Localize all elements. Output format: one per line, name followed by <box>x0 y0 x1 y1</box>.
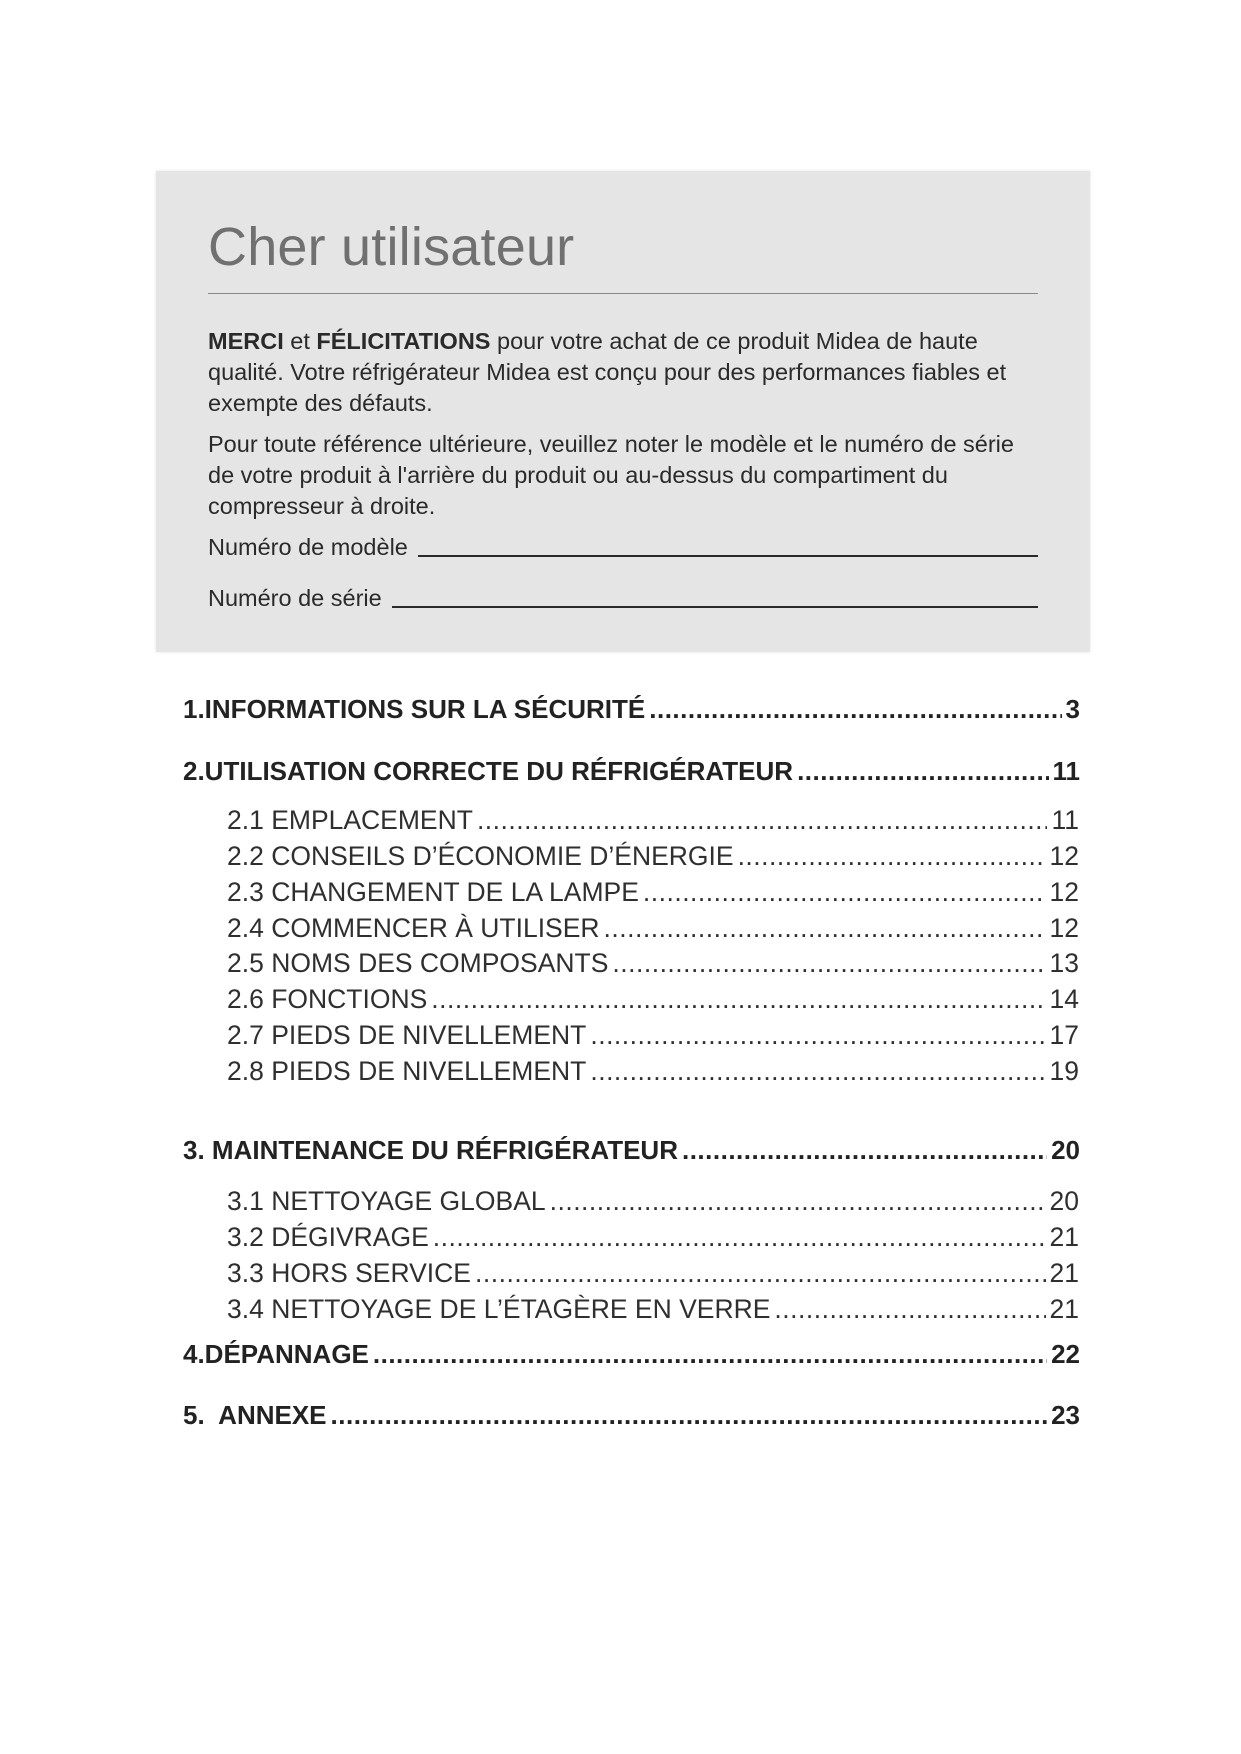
toc-subentry[interactable] <box>227 984 1079 1015</box>
toc-leader-dots <box>604 913 1046 944</box>
toc-subentry[interactable] <box>227 1020 1079 1051</box>
toc-leader-dots <box>682 1135 1047 1166</box>
toc-entry-title: 3.1 NETTOYAGE GLOBAL <box>227 1186 546 1216</box>
toc-entry-title: 2.3 CHANGEMENT DE LA LAMPE <box>227 877 639 907</box>
toc-entry-title: 3. MAINTENANCE DU RÉFRIGÉRATEUR <box>183 1135 678 1165</box>
model-number-blank <box>418 555 1038 557</box>
toc-subentry[interactable] <box>227 1186 1079 1217</box>
toc-leader-dots <box>774 1294 1045 1325</box>
toc-entry-title: 2.6 FONCTIONS <box>227 984 428 1014</box>
toc-leader-dots <box>331 1400 1048 1431</box>
toc-leader-dots <box>433 1222 1046 1253</box>
serial-number-field <box>208 583 1038 614</box>
serial-number-blank <box>392 606 1038 608</box>
toc-entry-page: 12 <box>1049 913 1079 943</box>
toc-entry-title: 3.3 HORS SERVICE <box>227 1258 471 1288</box>
toc-entry-page: 21 <box>1049 1294 1079 1324</box>
merci-text: MERCI <box>208 328 284 354</box>
model-number-label: Numéro de modèle <box>208 534 408 560</box>
toc-entry-title: 2.UTILISATION CORRECTE DU RÉFRIGÉRATEUR <box>183 756 794 786</box>
and-text: et <box>283 328 317 354</box>
greeting-box <box>156 171 1090 652</box>
toc-leader-dots <box>643 877 1046 908</box>
toc-leader-dots <box>797 756 1048 787</box>
toc-subentry[interactable] <box>227 1056 1079 1087</box>
toc-entry[interactable] <box>183 756 1080 787</box>
title-divider <box>208 293 1038 294</box>
greeting-body <box>208 326 1038 614</box>
serial-number-label: Numéro de série <box>208 585 382 611</box>
toc-entry-page: 17 <box>1049 1020 1079 1050</box>
toc-leader-dots <box>477 805 1048 836</box>
thanks-paragraph <box>208 326 1038 419</box>
toc-leader-dots <box>590 1056 1045 1087</box>
toc-entry-title: 1.INFORMATIONS SUR LA SÉCURITÉ <box>183 694 646 724</box>
toc-entry-page: 12 <box>1049 841 1079 871</box>
toc-subentry[interactable] <box>227 841 1079 872</box>
reference-paragraph: Pour toute référence ultérieure, veuillez noter le modèle et le numéro de série de votre produit à l'arrière du produit ou au-dessus du compartiment du compresseur à droite. <box>208 431 1014 519</box>
toc-entry-page: 20 <box>1051 1135 1080 1165</box>
toc-entry-title: 2.4 COMMENCER À UTILISER <box>227 913 600 943</box>
thanks-rest-text: pour votre achat de ce produit Midea de haute qualité. Votre réfrigérateur Midea est conçu pour des performances fiables et exempte des défauts. <box>208 328 1007 416</box>
greeting-title: Cher utilisateur <box>208 217 575 277</box>
toc-entry-page: 3 <box>1065 694 1080 724</box>
toc-leader-dots <box>649 694 1061 725</box>
toc-entry-title: 5. ANNEXE <box>183 1400 327 1430</box>
toc-entry[interactable] <box>183 1400 1080 1431</box>
toc-entry[interactable] <box>183 1339 1080 1370</box>
toc-subentry[interactable] <box>227 877 1079 908</box>
toc-entry-title: 3.4 NETTOYAGE DE L’ÉTAGÈRE EN VERRE <box>227 1294 771 1324</box>
toc-subentry[interactable] <box>227 805 1079 836</box>
toc-entry-title: 2.1 EMPLACEMENT <box>227 805 473 835</box>
toc-leader-dots <box>550 1186 1046 1217</box>
toc-entry-title: 2.5 NOMS DES COMPOSANTS <box>227 948 609 978</box>
toc-entry-page: 21 <box>1049 1258 1079 1288</box>
toc-entry-title: 2.7 PIEDS DE NIVELLEMENT <box>227 1020 587 1050</box>
toc-leader-dots <box>738 841 1046 872</box>
toc-entry-page: 11 <box>1052 756 1080 786</box>
toc-subentry[interactable] <box>227 948 1079 979</box>
toc-entry-page: 12 <box>1049 877 1079 907</box>
toc-entry-page: 20 <box>1049 1186 1079 1216</box>
toc-entry-title: 4.DÉPANNAGE <box>183 1339 369 1369</box>
toc-entry-page: 21 <box>1049 1222 1079 1252</box>
toc-entry-title: 2.2 CONSEILS D’ÉCONOMIE D’ÉNERGIE <box>227 841 734 871</box>
toc-entry-page: 22 <box>1051 1339 1080 1369</box>
toc-leader-dots <box>431 984 1045 1015</box>
toc-entry-page: 19 <box>1049 1056 1079 1086</box>
toc-entry-title: 2.8 PIEDS DE NIVELLEMENT <box>227 1056 587 1086</box>
toc-entry-page: 23 <box>1051 1400 1080 1430</box>
toc-subentry[interactable] <box>227 913 1079 944</box>
toc-entry[interactable] <box>183 1135 1080 1166</box>
toc-subentry[interactable] <box>227 1222 1079 1253</box>
toc-entry-title: 3.2 DÉGIVRAGE <box>227 1222 429 1252</box>
toc-leader-dots <box>475 1258 1046 1289</box>
toc-leader-dots <box>373 1339 1047 1370</box>
model-number-field <box>208 532 1038 563</box>
toc-entry[interactable] <box>183 694 1080 725</box>
felicitations-text: FÉLICITATIONS <box>316 328 491 354</box>
toc-leader-dots <box>590 1020 1045 1051</box>
toc-leader-dots <box>612 948 1045 979</box>
toc-entry-page: 13 <box>1049 948 1079 978</box>
toc-entry-page: 14 <box>1049 984 1079 1014</box>
toc-subentry[interactable] <box>227 1294 1079 1325</box>
toc-subentry[interactable] <box>227 1258 1079 1289</box>
toc-entry-page: 11 <box>1051 805 1079 835</box>
